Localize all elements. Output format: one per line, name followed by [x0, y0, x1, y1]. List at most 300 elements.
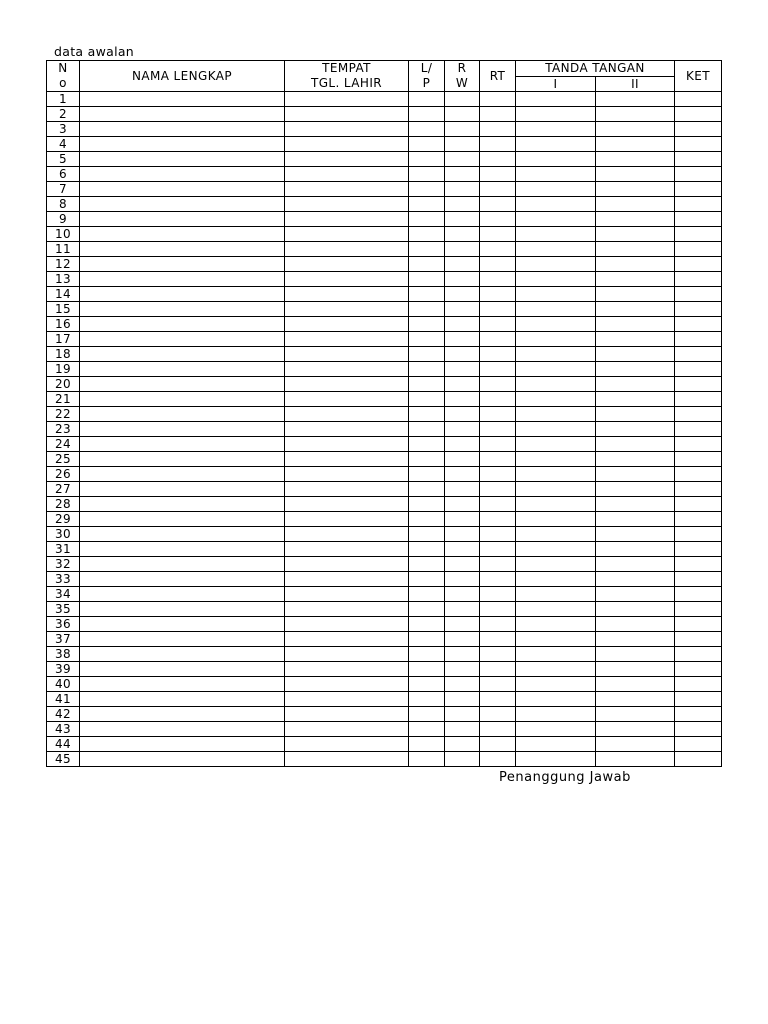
tanda-tangan-1-cell[interactable]: [516, 227, 596, 242]
nama-lengkap-cell[interactable]: [80, 752, 285, 767]
lp-cell[interactable]: [409, 302, 445, 317]
ket-cell[interactable]: [675, 452, 722, 467]
nama-lengkap-cell[interactable]: [80, 437, 285, 452]
tempat-tgl-lahir-cell[interactable]: [285, 497, 409, 512]
tanda-tangan-2-cell[interactable]: [596, 587, 675, 602]
tanda-tangan-2-cell[interactable]: [596, 452, 675, 467]
nama-lengkap-cell[interactable]: [80, 422, 285, 437]
tempat-tgl-lahir-cell[interactable]: [285, 692, 409, 707]
ket-cell[interactable]: [675, 557, 722, 572]
tanda-tangan-2-cell[interactable]: [596, 632, 675, 647]
nama-lengkap-cell[interactable]: [80, 347, 285, 362]
ket-cell[interactable]: [675, 662, 722, 677]
tanda-tangan-2-cell[interactable]: [596, 512, 675, 527]
nama-lengkap-cell[interactable]: [80, 677, 285, 692]
rw-cell[interactable]: [445, 92, 480, 107]
tanda-tangan-1-cell[interactable]: [516, 707, 596, 722]
lp-cell[interactable]: [409, 137, 445, 152]
rw-cell[interactable]: [445, 392, 480, 407]
rw-cell[interactable]: [445, 542, 480, 557]
rt-cell[interactable]: [480, 152, 516, 167]
tempat-tgl-lahir-cell[interactable]: [285, 437, 409, 452]
nama-lengkap-cell[interactable]: [80, 167, 285, 182]
tempat-tgl-lahir-cell[interactable]: [285, 167, 409, 182]
ket-cell[interactable]: [675, 752, 722, 767]
ket-cell[interactable]: [675, 542, 722, 557]
rw-cell[interactable]: [445, 152, 480, 167]
lp-cell[interactable]: [409, 122, 445, 137]
tempat-tgl-lahir-cell[interactable]: [285, 332, 409, 347]
lp-cell[interactable]: [409, 167, 445, 182]
tanda-tangan-2-cell[interactable]: [596, 197, 675, 212]
tempat-tgl-lahir-cell[interactable]: [285, 317, 409, 332]
lp-cell[interactable]: [409, 392, 445, 407]
nama-lengkap-cell[interactable]: [80, 617, 285, 632]
lp-cell[interactable]: [409, 617, 445, 632]
tempat-tgl-lahir-cell[interactable]: [285, 737, 409, 752]
lp-cell[interactable]: [409, 182, 445, 197]
tempat-tgl-lahir-cell[interactable]: [285, 617, 409, 632]
rt-cell[interactable]: [480, 227, 516, 242]
nama-lengkap-cell[interactable]: [80, 722, 285, 737]
ket-cell[interactable]: [675, 407, 722, 422]
tanda-tangan-2-cell[interactable]: [596, 257, 675, 272]
lp-cell[interactable]: [409, 482, 445, 497]
nama-lengkap-cell[interactable]: [80, 212, 285, 227]
nama-lengkap-cell[interactable]: [80, 287, 285, 302]
rw-cell[interactable]: [445, 452, 480, 467]
lp-cell[interactable]: [409, 317, 445, 332]
tanda-tangan-1-cell[interactable]: [516, 467, 596, 482]
tempat-tgl-lahir-cell[interactable]: [285, 347, 409, 362]
tempat-tgl-lahir-cell[interactable]: [285, 527, 409, 542]
tanda-tangan-1-cell[interactable]: [516, 167, 596, 182]
tanda-tangan-1-cell[interactable]: [516, 392, 596, 407]
tanda-tangan-2-cell[interactable]: [596, 647, 675, 662]
rt-cell[interactable]: [480, 467, 516, 482]
tanda-tangan-2-cell[interactable]: [596, 527, 675, 542]
tempat-tgl-lahir-cell[interactable]: [285, 632, 409, 647]
rw-cell[interactable]: [445, 227, 480, 242]
lp-cell[interactable]: [409, 422, 445, 437]
nama-lengkap-cell[interactable]: [80, 137, 285, 152]
ket-cell[interactable]: [675, 707, 722, 722]
nama-lengkap-cell[interactable]: [80, 302, 285, 317]
rt-cell[interactable]: [480, 677, 516, 692]
rw-cell[interactable]: [445, 482, 480, 497]
rt-cell[interactable]: [480, 332, 516, 347]
tempat-tgl-lahir-cell[interactable]: [285, 362, 409, 377]
tanda-tangan-1-cell[interactable]: [516, 332, 596, 347]
tanda-tangan-2-cell[interactable]: [596, 272, 675, 287]
rt-cell[interactable]: [480, 257, 516, 272]
lp-cell[interactable]: [409, 632, 445, 647]
lp-cell[interactable]: [409, 287, 445, 302]
lp-cell[interactable]: [409, 587, 445, 602]
tempat-tgl-lahir-cell[interactable]: [285, 407, 409, 422]
lp-cell[interactable]: [409, 242, 445, 257]
ket-cell[interactable]: [675, 257, 722, 272]
tanda-tangan-2-cell[interactable]: [596, 722, 675, 737]
rw-cell[interactable]: [445, 587, 480, 602]
tanda-tangan-1-cell[interactable]: [516, 437, 596, 452]
rw-cell[interactable]: [445, 752, 480, 767]
tanda-tangan-1-cell[interactable]: [516, 197, 596, 212]
tanda-tangan-1-cell[interactable]: [516, 452, 596, 467]
tanda-tangan-1-cell[interactable]: [516, 242, 596, 257]
rw-cell[interactable]: [445, 467, 480, 482]
tempat-tgl-lahir-cell[interactable]: [285, 647, 409, 662]
rw-cell[interactable]: [445, 107, 480, 122]
rw-cell[interactable]: [445, 422, 480, 437]
rw-cell[interactable]: [445, 692, 480, 707]
tanda-tangan-2-cell[interactable]: [596, 182, 675, 197]
tanda-tangan-2-cell[interactable]: [596, 677, 675, 692]
ket-cell[interactable]: [675, 197, 722, 212]
rt-cell[interactable]: [480, 602, 516, 617]
tempat-tgl-lahir-cell[interactable]: [285, 152, 409, 167]
tanda-tangan-2-cell[interactable]: [596, 242, 675, 257]
rt-cell[interactable]: [480, 497, 516, 512]
ket-cell[interactable]: [675, 272, 722, 287]
lp-cell[interactable]: [409, 92, 445, 107]
tanda-tangan-2-cell[interactable]: [596, 347, 675, 362]
tanda-tangan-1-cell[interactable]: [516, 512, 596, 527]
rw-cell[interactable]: [445, 557, 480, 572]
nama-lengkap-cell[interactable]: [80, 182, 285, 197]
tanda-tangan-1-cell[interactable]: [516, 722, 596, 737]
tanda-tangan-2-cell[interactable]: [596, 377, 675, 392]
rt-cell[interactable]: [480, 107, 516, 122]
nama-lengkap-cell[interactable]: [80, 707, 285, 722]
tanda-tangan-2-cell[interactable]: [596, 542, 675, 557]
tanda-tangan-1-cell[interactable]: [516, 617, 596, 632]
nama-lengkap-cell[interactable]: [80, 122, 285, 137]
rw-cell[interactable]: [445, 362, 480, 377]
lp-cell[interactable]: [409, 377, 445, 392]
lp-cell[interactable]: [409, 692, 445, 707]
tanda-tangan-1-cell[interactable]: [516, 542, 596, 557]
tanda-tangan-1-cell[interactable]: [516, 737, 596, 752]
tanda-tangan-1-cell[interactable]: [516, 182, 596, 197]
nama-lengkap-cell[interactable]: [80, 587, 285, 602]
rt-cell[interactable]: [480, 272, 516, 287]
ket-cell[interactable]: [675, 527, 722, 542]
tempat-tgl-lahir-cell[interactable]: [285, 467, 409, 482]
lp-cell[interactable]: [409, 467, 445, 482]
nama-lengkap-cell[interactable]: [80, 602, 285, 617]
nama-lengkap-cell[interactable]: [80, 377, 285, 392]
rw-cell[interactable]: [445, 332, 480, 347]
ket-cell[interactable]: [675, 152, 722, 167]
tanda-tangan-1-cell[interactable]: [516, 287, 596, 302]
rw-cell[interactable]: [445, 617, 480, 632]
tanda-tangan-2-cell[interactable]: [596, 557, 675, 572]
tanda-tangan-2-cell[interactable]: [596, 692, 675, 707]
ket-cell[interactable]: [675, 422, 722, 437]
lp-cell[interactable]: [409, 437, 445, 452]
tanda-tangan-1-cell[interactable]: [516, 557, 596, 572]
rw-cell[interactable]: [445, 137, 480, 152]
tempat-tgl-lahir-cell[interactable]: [285, 257, 409, 272]
tanda-tangan-1-cell[interactable]: [516, 662, 596, 677]
tempat-tgl-lahir-cell[interactable]: [285, 287, 409, 302]
nama-lengkap-cell[interactable]: [80, 467, 285, 482]
rt-cell[interactable]: [480, 92, 516, 107]
ket-cell[interactable]: [675, 347, 722, 362]
rt-cell[interactable]: [480, 182, 516, 197]
nama-lengkap-cell[interactable]: [80, 242, 285, 257]
nama-lengkap-cell[interactable]: [80, 272, 285, 287]
tanda-tangan-1-cell[interactable]: [516, 752, 596, 767]
rt-cell[interactable]: [480, 407, 516, 422]
tanda-tangan-1-cell[interactable]: [516, 497, 596, 512]
tanda-tangan-1-cell[interactable]: [516, 92, 596, 107]
tempat-tgl-lahir-cell[interactable]: [285, 722, 409, 737]
lp-cell[interactable]: [409, 557, 445, 572]
nama-lengkap-cell[interactable]: [80, 257, 285, 272]
tanda-tangan-2-cell[interactable]: [596, 497, 675, 512]
rt-cell[interactable]: [480, 287, 516, 302]
rw-cell[interactable]: [445, 257, 480, 272]
tanda-tangan-1-cell[interactable]: [516, 212, 596, 227]
nama-lengkap-cell[interactable]: [80, 497, 285, 512]
rw-cell[interactable]: [445, 497, 480, 512]
tanda-tangan-1-cell[interactable]: [516, 362, 596, 377]
lp-cell[interactable]: [409, 707, 445, 722]
ket-cell[interactable]: [675, 482, 722, 497]
ket-cell[interactable]: [675, 287, 722, 302]
rt-cell[interactable]: [480, 212, 516, 227]
ket-cell[interactable]: [675, 302, 722, 317]
ket-cell[interactable]: [675, 587, 722, 602]
tanda-tangan-2-cell[interactable]: [596, 482, 675, 497]
rw-cell[interactable]: [445, 122, 480, 137]
rt-cell[interactable]: [480, 692, 516, 707]
tempat-tgl-lahir-cell[interactable]: [285, 197, 409, 212]
tempat-tgl-lahir-cell[interactable]: [285, 572, 409, 587]
rt-cell[interactable]: [480, 452, 516, 467]
rt-cell[interactable]: [480, 137, 516, 152]
tanda-tangan-2-cell[interactable]: [596, 332, 675, 347]
rt-cell[interactable]: [480, 632, 516, 647]
tanda-tangan-2-cell[interactable]: [596, 407, 675, 422]
rt-cell[interactable]: [480, 122, 516, 137]
tanda-tangan-2-cell[interactable]: [596, 362, 675, 377]
lp-cell[interactable]: [409, 212, 445, 227]
ket-cell[interactable]: [675, 572, 722, 587]
tanda-tangan-2-cell[interactable]: [596, 572, 675, 587]
rw-cell[interactable]: [445, 167, 480, 182]
tempat-tgl-lahir-cell[interactable]: [285, 377, 409, 392]
nama-lengkap-cell[interactable]: [80, 152, 285, 167]
tanda-tangan-1-cell[interactable]: [516, 572, 596, 587]
ket-cell[interactable]: [675, 332, 722, 347]
lp-cell[interactable]: [409, 257, 445, 272]
lp-cell[interactable]: [409, 722, 445, 737]
rw-cell[interactable]: [445, 677, 480, 692]
ket-cell[interactable]: [675, 677, 722, 692]
rw-cell[interactable]: [445, 647, 480, 662]
nama-lengkap-cell[interactable]: [80, 482, 285, 497]
ket-cell[interactable]: [675, 512, 722, 527]
tempat-tgl-lahir-cell[interactable]: [285, 677, 409, 692]
rt-cell[interactable]: [480, 512, 516, 527]
ket-cell[interactable]: [675, 497, 722, 512]
tanda-tangan-1-cell[interactable]: [516, 407, 596, 422]
tanda-tangan-2-cell[interactable]: [596, 287, 675, 302]
ket-cell[interactable]: [675, 167, 722, 182]
rw-cell[interactable]: [445, 347, 480, 362]
lp-cell[interactable]: [409, 272, 445, 287]
rw-cell[interactable]: [445, 437, 480, 452]
ket-cell[interactable]: [675, 617, 722, 632]
nama-lengkap-cell[interactable]: [80, 692, 285, 707]
nama-lengkap-cell[interactable]: [80, 512, 285, 527]
lp-cell[interactable]: [409, 152, 445, 167]
rt-cell[interactable]: [480, 557, 516, 572]
lp-cell[interactable]: [409, 542, 445, 557]
rt-cell[interactable]: [480, 437, 516, 452]
ket-cell[interactable]: [675, 437, 722, 452]
tempat-tgl-lahir-cell[interactable]: [285, 557, 409, 572]
nama-lengkap-cell[interactable]: [80, 107, 285, 122]
tempat-tgl-lahir-cell[interactable]: [285, 452, 409, 467]
rt-cell[interactable]: [480, 197, 516, 212]
lp-cell[interactable]: [409, 362, 445, 377]
ket-cell[interactable]: [675, 242, 722, 257]
ket-cell[interactable]: [675, 107, 722, 122]
tanda-tangan-2-cell[interactable]: [596, 707, 675, 722]
tanda-tangan-1-cell[interactable]: [516, 107, 596, 122]
lp-cell[interactable]: [409, 752, 445, 767]
tempat-tgl-lahir-cell[interactable]: [285, 512, 409, 527]
ket-cell[interactable]: [675, 377, 722, 392]
rw-cell[interactable]: [445, 212, 480, 227]
tempat-tgl-lahir-cell[interactable]: [285, 542, 409, 557]
nama-lengkap-cell[interactable]: [80, 197, 285, 212]
nama-lengkap-cell[interactable]: [80, 632, 285, 647]
ket-cell[interactable]: [675, 227, 722, 242]
nama-lengkap-cell[interactable]: [80, 647, 285, 662]
tanda-tangan-2-cell[interactable]: [596, 302, 675, 317]
rt-cell[interactable]: [480, 617, 516, 632]
nama-lengkap-cell[interactable]: [80, 572, 285, 587]
tanda-tangan-2-cell[interactable]: [596, 122, 675, 137]
tempat-tgl-lahir-cell[interactable]: [285, 602, 409, 617]
tempat-tgl-lahir-cell[interactable]: [285, 752, 409, 767]
lp-cell[interactable]: [409, 527, 445, 542]
ket-cell[interactable]: [675, 737, 722, 752]
lp-cell[interactable]: [409, 497, 445, 512]
tanda-tangan-1-cell[interactable]: [516, 377, 596, 392]
lp-cell[interactable]: [409, 602, 445, 617]
rw-cell[interactable]: [445, 197, 480, 212]
ket-cell[interactable]: [675, 692, 722, 707]
tanda-tangan-2-cell[interactable]: [596, 392, 675, 407]
lp-cell[interactable]: [409, 662, 445, 677]
lp-cell[interactable]: [409, 332, 445, 347]
tanda-tangan-1-cell[interactable]: [516, 632, 596, 647]
ket-cell[interactable]: [675, 362, 722, 377]
rw-cell[interactable]: [445, 317, 480, 332]
lp-cell[interactable]: [409, 572, 445, 587]
tanda-tangan-1-cell[interactable]: [516, 317, 596, 332]
tanda-tangan-2-cell[interactable]: [596, 227, 675, 242]
tempat-tgl-lahir-cell[interactable]: [285, 122, 409, 137]
ket-cell[interactable]: [675, 647, 722, 662]
tanda-tangan-1-cell[interactable]: [516, 257, 596, 272]
tanda-tangan-1-cell[interactable]: [516, 527, 596, 542]
tanda-tangan-2-cell[interactable]: [596, 212, 675, 227]
rt-cell[interactable]: [480, 422, 516, 437]
rw-cell[interactable]: [445, 527, 480, 542]
tanda-tangan-1-cell[interactable]: [516, 647, 596, 662]
tempat-tgl-lahir-cell[interactable]: [285, 587, 409, 602]
rw-cell[interactable]: [445, 377, 480, 392]
nama-lengkap-cell[interactable]: [80, 737, 285, 752]
tanda-tangan-2-cell[interactable]: [596, 737, 675, 752]
tempat-tgl-lahir-cell[interactable]: [285, 92, 409, 107]
lp-cell[interactable]: [409, 107, 445, 122]
rw-cell[interactable]: [445, 272, 480, 287]
ket-cell[interactable]: [675, 122, 722, 137]
ket-cell[interactable]: [675, 92, 722, 107]
tempat-tgl-lahir-cell[interactable]: [285, 482, 409, 497]
tempat-tgl-lahir-cell[interactable]: [285, 212, 409, 227]
tanda-tangan-2-cell[interactable]: [596, 437, 675, 452]
rt-cell[interactable]: [480, 167, 516, 182]
rt-cell[interactable]: [480, 572, 516, 587]
tanda-tangan-2-cell[interactable]: [596, 422, 675, 437]
tempat-tgl-lahir-cell[interactable]: [285, 107, 409, 122]
tanda-tangan-1-cell[interactable]: [516, 587, 596, 602]
rt-cell[interactable]: [480, 347, 516, 362]
rt-cell[interactable]: [480, 482, 516, 497]
tempat-tgl-lahir-cell[interactable]: [285, 182, 409, 197]
tanda-tangan-2-cell[interactable]: [596, 107, 675, 122]
tanda-tangan-1-cell[interactable]: [516, 677, 596, 692]
tempat-tgl-lahir-cell[interactable]: [285, 242, 409, 257]
tempat-tgl-lahir-cell[interactable]: [285, 707, 409, 722]
rt-cell[interactable]: [480, 362, 516, 377]
tempat-tgl-lahir-cell[interactable]: [285, 227, 409, 242]
ket-cell[interactable]: [675, 467, 722, 482]
tanda-tangan-2-cell[interactable]: [596, 617, 675, 632]
lp-cell[interactable]: [409, 407, 445, 422]
ket-cell[interactable]: [675, 632, 722, 647]
rt-cell[interactable]: [480, 377, 516, 392]
nama-lengkap-cell[interactable]: [80, 542, 285, 557]
ket-cell[interactable]: [675, 182, 722, 197]
rw-cell[interactable]: [445, 602, 480, 617]
rw-cell[interactable]: [445, 707, 480, 722]
tempat-tgl-lahir-cell[interactable]: [285, 662, 409, 677]
nama-lengkap-cell[interactable]: [80, 452, 285, 467]
nama-lengkap-cell[interactable]: [80, 227, 285, 242]
tanda-tangan-1-cell[interactable]: [516, 272, 596, 287]
lp-cell[interactable]: [409, 737, 445, 752]
tanda-tangan-2-cell[interactable]: [596, 467, 675, 482]
rt-cell[interactable]: [480, 737, 516, 752]
rt-cell[interactable]: [480, 527, 516, 542]
rw-cell[interactable]: [445, 722, 480, 737]
rw-cell[interactable]: [445, 302, 480, 317]
rw-cell[interactable]: [445, 242, 480, 257]
tanda-tangan-2-cell[interactable]: [596, 752, 675, 767]
rt-cell[interactable]: [480, 707, 516, 722]
tempat-tgl-lahir-cell[interactable]: [285, 422, 409, 437]
